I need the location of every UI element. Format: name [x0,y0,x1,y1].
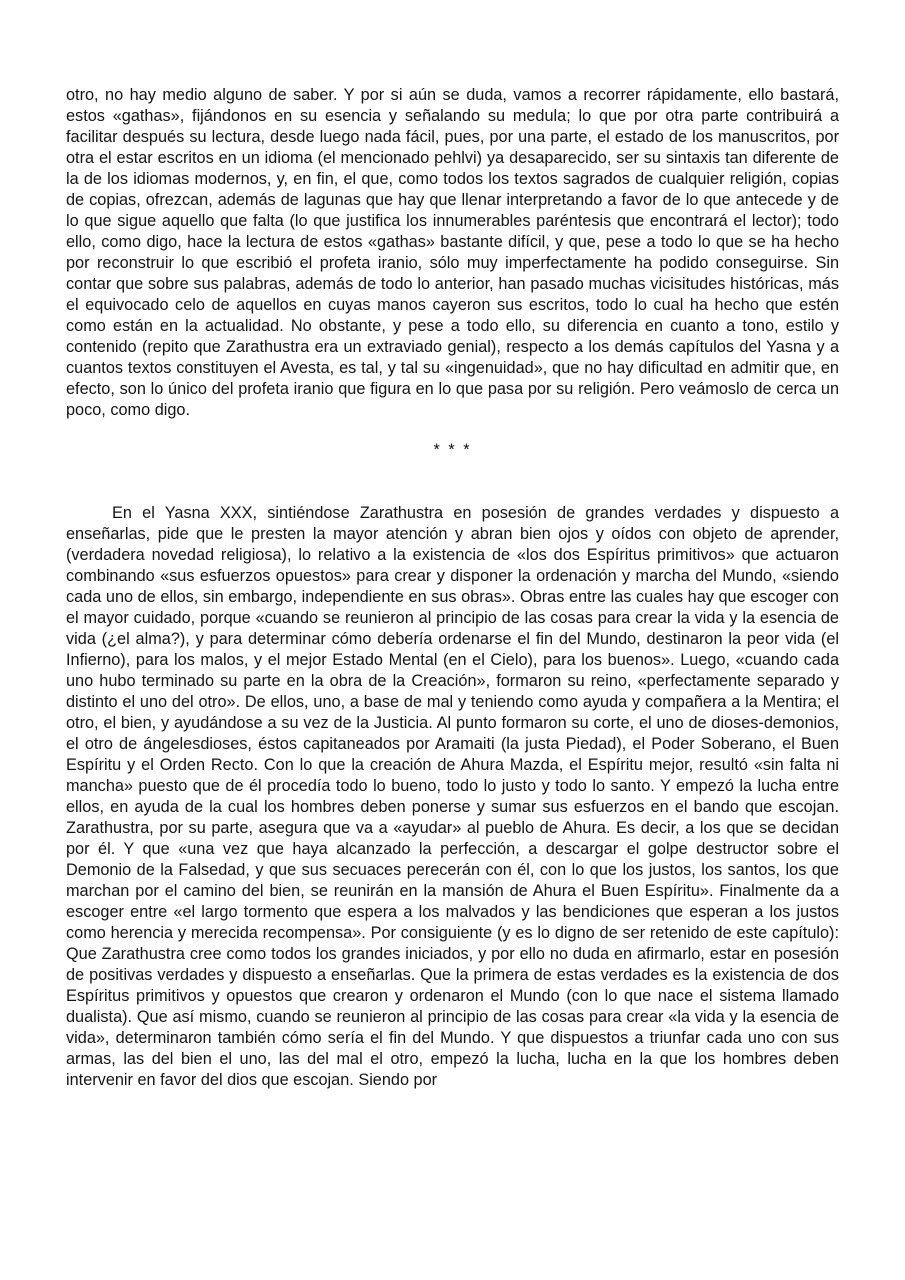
blank-line [66,482,839,503]
body-paragraph: En el Yasna XXX, sintiéndose Zarathustra en posesión de grandes verdades y dispuesto a enseñarlas, pide que le presten la mayor atención y abran bien ojos y oídos con objeto de aprender, (verdadera novedad religiosa), lo relativo a la existencia de «los dos Espíritus primitivos» que actuaron combinando «sus esfuerzos opuestos» para crear y disponer la ordenación y marcha del Mundo, «siendo cada uno de ellos, sin embargo, independiente en sus obras». Obras entre las cuales hay que escoger con el mayor cuidado, porque «cuando se reunieron al principio de las cosas para crear la vida y la esencia de vida (¿el alma?), y para determinar cómo debería ordenarse el fin del Mundo, destinaron la peor vida (el Infierno), para los malos, y el mejor Estado Mental (en el Cielo), para los buenos». Luego, «cuando cada uno hubo terminado su parte en la obra de la Creación», formaron su reino, «perfectamente separado y distinto el uno del otro». De ellos, uno, a base de mal y teniendo como ayuda y compañera a la Mentira; el otro, el bien, y ayudándose a su vez de la Justicia. Al punto formaron su corte, el uno de dioses-demonios, el otro de ángelesdioses, éstos capitaneados por Aramaiti (la justa Piedad), el Poder Soberano, el Buen Espíritu y el Orden Recto. Con lo que la creación de Ahura Mazda, el Espíritu mejor, resultó «sin falta ni mancha» puesto que de él procedía todo lo bueno, todo lo justo y todo lo santo. Y empezó la lucha entre ellos, en ayuda de la cual los hombres deben ponerse y sumar sus esfuerzos en el bando que escojan. Zarathustra, por su parte, asegura que va a «ayudar» al pueblo de Ahura. Es decir, a los que se decidan por él. Y que «una vez que haya alcanzado la perfección, a descargar el golpe destructor sobre el Demonio de la Falsedad, y que sus secuaces perecerán con él, con lo que los justos, los santos, los que marchan por el camino del bien, se reunirán en la mansión de Ahura el Buen Espíritu». Finalmente da a escoger entre «el largo tormento que espera a los malvados y las bendiciones que esperan a los justos como herencia y merecida recompensa». Por consiguiente (y es lo digno de ser retenido de este capítulo): Que Zarathustra cree como todos los grandes iniciados, y por ello no duda en afirmarlo, estar en posesión de positivas verdades y dispuesto a enseñarlas. Que la primera de estas verdades es la existencia de dos Espíritus primitivos y opuestos que crearon y ordenaron el Mundo (con lo que nace el sistema llamado dualista). Que así mismo, cuando se reunieron al principio de las cosas para crear «la vida y la esencia de vida», determinaron también cómo sería el fin del Mundo. Y que dispuestos a triunfar cada uno con sus armas, las del bien el uno, las del mal el otro, empezó la lucha, lucha en la que los hombres deben intervenir en favor del dios que escojan. Siendo por [66,504,839,1089]
section-separator: * * * [433,441,472,459]
document-page [66,85,839,1091]
body-paragraph: otro, no hay medio alguno de saber. Y por si aún se duda, vamos a recorrer rápidamente, ello bastará, estos «gathas», fijándonos en su esencia y señalando su medula; lo que por otra parte contribuirá a facilitar después su lectura, desde luego nada fácil, pues, por una parte, el estado de los manuscritos, por otra el estar escritos en un idioma (el mencionado pehlvi) ya desaparecido, ser su sintaxis tan diferente de la de los idiomas modernos, y, en fin, el que, como todos los textos sagrados de cualquier religión, copias de copias, ofrezcan, además de lagunas que hay que llenar interpretando a favor de lo que antecede y de lo que sigue aquello que falta (lo que justifica los innumerables paréntesis que encontrará el lector); todo ello, como digo, hace la lectura de estos «gathas» bastante difícil, y que, pese a todo lo que se ha hecho por reconstruir lo que escribió el profeta iranio, sólo muy imperfectamente ha podido conseguirse. Sin contar que sobre sus palabras, además de todo lo anterior, han pasado muchas vicisitudes históricas, más el equivocado celo de aquellos en cuyas manos cayeron sus escritos, todo lo cual ha hecho que estén como están en la actualidad. No obstante, y pese a todo ello, su diferencia en cuanto a tono, estilo y contenido (repito que Zarathustra era un extraviado genial), respecto a los demás capítulos del Yasna y a cuantos textos constituyen el Avesta, es tal, y tal su «ingenuidad», que no hay dificultad en admitir que, en efecto, son lo único del profeta iranio que figura en lo que pasa por su religión. Pero veámoslo de cerca un poco, como digo. [66,86,839,419]
